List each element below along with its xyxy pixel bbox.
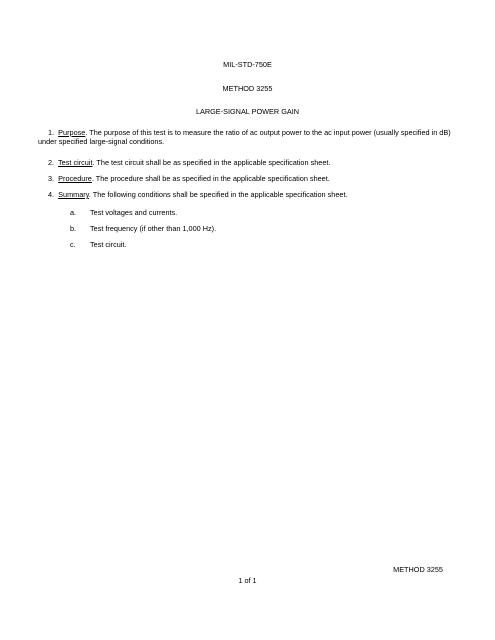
section-number: 2. (48, 158, 55, 167)
section-heading: Test circuit (58, 158, 93, 167)
item-text: Test circuit. (90, 240, 127, 249)
summary-item-c (70, 240, 450, 249)
section-number: 3. (48, 174, 55, 183)
method-number: METHOD 3255 (222, 84, 273, 93)
document-standard: MIL-STD-750E (223, 60, 272, 69)
section-summary (38, 190, 458, 199)
summary-item-b (70, 224, 450, 233)
section-heading: Procedure (58, 174, 92, 183)
section-text: . The procedure shall be as specified in the applicable specification sheet. (91, 174, 330, 183)
section-heading: Summary (58, 190, 89, 199)
section-test-circuit (38, 158, 458, 167)
section-text: . The purpose of this test is to measure the ratio of ac output power to the ac input power (usually specified in dB) under specified large-signal conditions. (38, 128, 451, 147)
section-procedure (38, 174, 458, 183)
summary-item-a (70, 208, 450, 217)
item-label: c. (70, 240, 76, 249)
section-heading: Purpose (58, 128, 86, 137)
section-number: 1. (48, 128, 55, 137)
page-number: 1 of 1 (238, 576, 257, 585)
item-text: Test voltages and currents. (90, 208, 178, 217)
section-number: 4. (48, 190, 55, 199)
section-purpose (38, 128, 458, 147)
footer-method: METHOD 3255 (393, 565, 443, 574)
item-text: Test frequency (if other than 1,000 Hz). (90, 224, 217, 233)
item-label: a. (70, 208, 77, 217)
section-text: . The test circuit shall be as specified in the applicable specification sheet. (92, 158, 331, 167)
item-label: b. (70, 224, 77, 233)
section-text: . The following conditions shall be specified in the applicable specification sheet. (88, 190, 348, 199)
method-title: LARGE-SIGNAL POWER GAIN (195, 107, 300, 116)
